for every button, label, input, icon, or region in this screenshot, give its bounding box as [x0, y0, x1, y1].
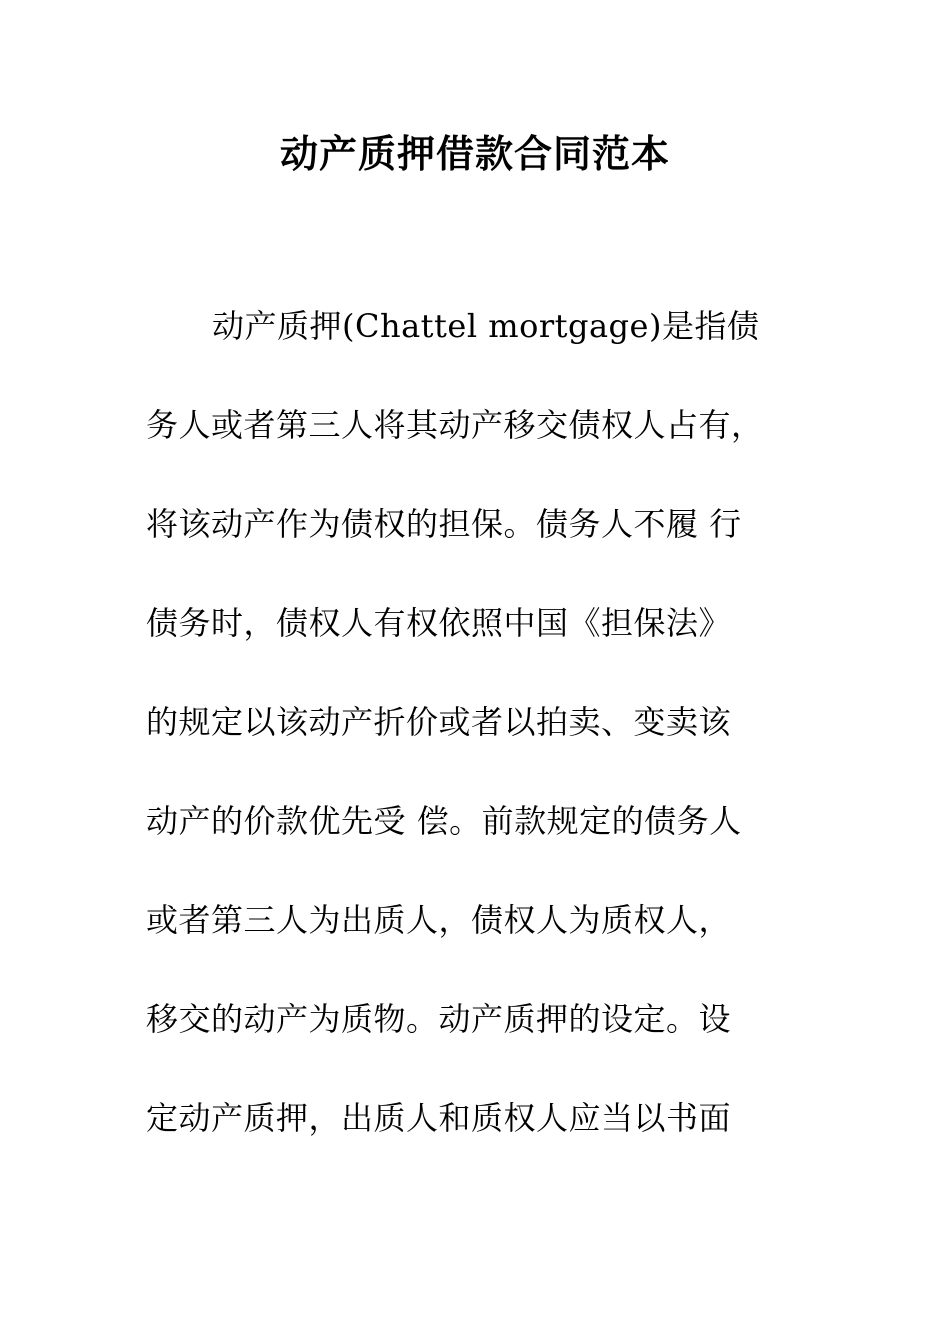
paragraph-line-8: 移交的动产为质物。动产质押的设定。设 [146, 1000, 732, 1038]
paragraph-line-7: 或者第三人为出质人，债权人为质权人， [146, 901, 732, 939]
document-title: 动产质押借款合同范本 [279, 131, 670, 176]
paragraph-line-4: 债务时，债权人有权依照中国《担保法》 [146, 604, 732, 642]
paragraph-line-5: 的规定以该动产折价或者以拍卖、变卖该 [146, 703, 732, 741]
document-body [146, 300, 806, 1191]
paragraph-line-6: 动产的价款优先受 偿。前款规定的债务人 [146, 802, 742, 840]
paragraph-line-3: 将该动产作为债权的担保。债务人不履 行 [146, 505, 742, 543]
paragraph-line-9: 定动产质押，出质人和质权人应当以书面 [146, 1099, 732, 1137]
paragraph-line-2: 务人或者第三人将其动产移交债权人占有， [146, 406, 764, 444]
paragraph-line-1: 动产质押(Chattel mortgage)是指债 [212, 307, 760, 345]
